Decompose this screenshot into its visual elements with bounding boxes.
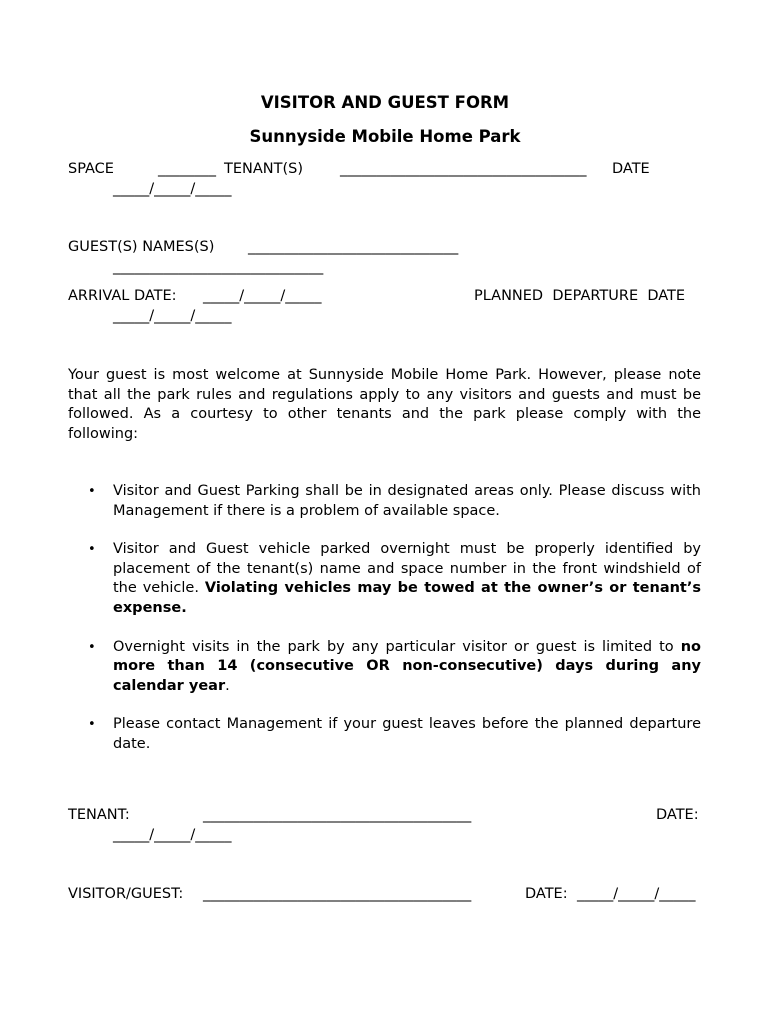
tenants-label: TENANT(S) bbox=[224, 161, 304, 177]
rules-list bbox=[68, 482, 701, 774]
park-name: Sunnyside Mobile Home Park bbox=[249, 127, 521, 146]
tenant-date-field[interactable]: _____/_____/_____ bbox=[113, 827, 232, 843]
guest-names-field-2[interactable]: _____________________________ bbox=[113, 259, 324, 275]
tenant-signature-field[interactable]: _____________________________________ bbox=[203, 807, 472, 823]
rule-warning: Violating vehicles may be towed at the owner’s or tenant’s expense. bbox=[113, 580, 702, 616]
rule-end: . bbox=[225, 677, 230, 694]
date-field[interactable]: _____/_____/_____ bbox=[113, 181, 232, 197]
rule-parking bbox=[68, 482, 701, 521]
date-label: DATE bbox=[612, 161, 650, 177]
rule-overnight-visits bbox=[68, 638, 701, 697]
rule-text: Please contact Management if your guest leaves before the planned departure date. bbox=[113, 716, 701, 752]
rule-text: Visitor and Guest vehicle parked overnight must be properly identified by placement of the tenant(s) name and space number in the front windshield of the vehicle. bbox=[113, 541, 701, 597]
space-label: SPACE bbox=[68, 161, 114, 177]
bullet-icon: • bbox=[88, 484, 96, 499]
bullet-icon: • bbox=[88, 717, 96, 733]
tenant-signature-label: TENANT: bbox=[68, 807, 130, 823]
visitor-date-label: DATE: bbox=[525, 886, 568, 902]
departure-date-label: PLANNED DEPARTURE DATE bbox=[474, 288, 686, 304]
rule-text: Overnight visits in the park by any particular visitor or guest is limited to bbox=[113, 638, 681, 655]
guest-names-field-1[interactable]: _____________________________ bbox=[248, 239, 459, 255]
tenant-date-label: DATE: bbox=[656, 807, 699, 823]
form-title: VISITOR AND GUEST FORM bbox=[260, 93, 510, 112]
rule-text: Visitor and Guest Parking shall be in designated areas only. Please discuss with Management if there is a problem of available space. bbox=[113, 483, 701, 519]
visitor-date-field[interactable]: _____/_____/_____ bbox=[577, 886, 696, 902]
rule-limit: no more than 14 (consecutive OR non-consecutive) days during any calendar year bbox=[113, 638, 701, 694]
bullet-icon: • bbox=[88, 542, 96, 558]
visitor-signature-label: VISITOR/GUEST: bbox=[68, 886, 184, 902]
rule-overnight-vehicle bbox=[68, 540, 701, 618]
guest-names-label: GUEST(S) NAMES(S) bbox=[68, 239, 215, 255]
arrival-date-label: ARRIVAL DATE: bbox=[68, 288, 177, 304]
arrival-date-field[interactable]: _____/_____/_____ bbox=[203, 288, 322, 304]
departure-date-field[interactable]: _____/_____/_____ bbox=[113, 308, 232, 324]
bullet-icon: • bbox=[88, 639, 96, 655]
tenants-field[interactable]: __________________________________ bbox=[340, 161, 587, 177]
intro-paragraph: Your guest is most welcome at Sunnyside Mobile Home Park. However, please note that all the park rules and regulations apply to any visitors and guests and must be followed. As a courtesy to other tenants and the park please comply with the following: bbox=[68, 367, 701, 442]
space-field[interactable]: ________ bbox=[158, 161, 216, 177]
rule-contact bbox=[68, 715, 701, 754]
visitor-signature-field[interactable]: _____________________________________ bbox=[203, 886, 472, 902]
